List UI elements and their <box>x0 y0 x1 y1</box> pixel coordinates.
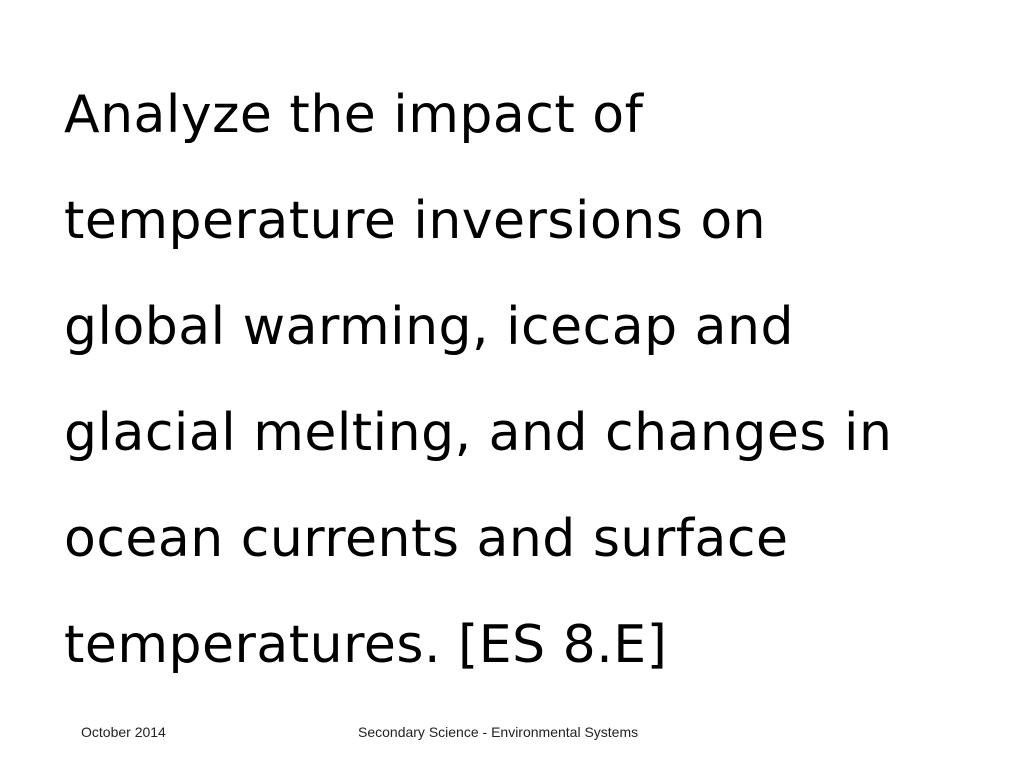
body-line-4: glacial melting, and changes in <box>64 403 893 463</box>
footer-title: Secondary Science - Environmental Systems <box>358 724 639 740</box>
body-line-6: temperatures. [ES 8.E] <box>64 615 668 675</box>
slide-body-text <box>64 62 994 698</box>
footer-date: October 2014 <box>81 724 166 740</box>
body-line-5: ocean currents and surface <box>64 509 789 569</box>
body-line-3: global warming, icecap and <box>64 297 794 357</box>
body-line-2: temperature inversions on <box>64 191 767 251</box>
body-line-1: Analyze the impact of <box>64 85 644 145</box>
